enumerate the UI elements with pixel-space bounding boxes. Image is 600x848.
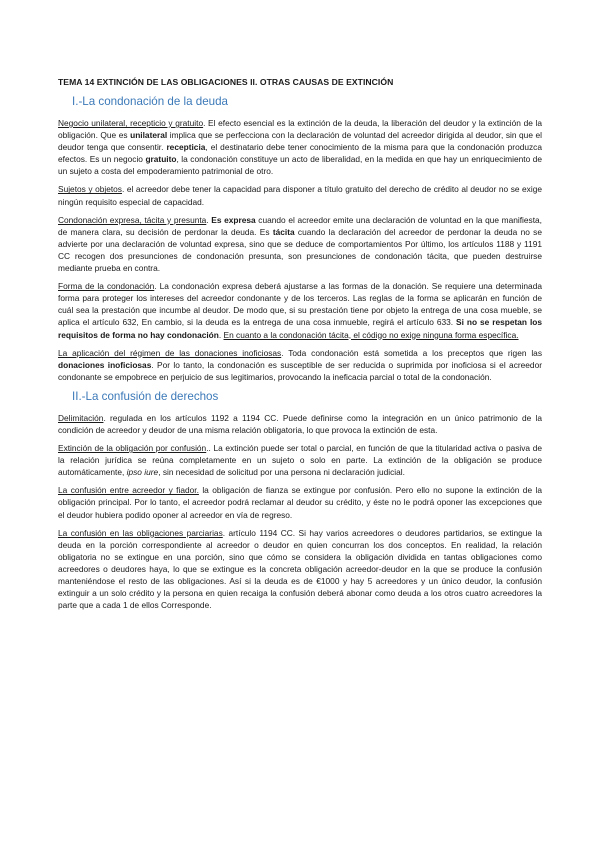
paragraph-text: la obligación de fianza se extingue por confusión. Pero ello no supone la extinción de la obligación principal. Por lo tanto, el acreedor podrá reclamar al deudor su crédito, y éste no le podrá oponer las excepciones que el deudor hubiera podido oponer al acreedor en vía de regreso. (58, 485, 542, 520)
bold-term: tácita (272, 226, 295, 237)
bold-term: donaciones inoficiosas (58, 359, 152, 370)
paragraph-text: . Toda condonación está sometida a los preceptos que rigen las (281, 347, 542, 358)
paragraph-condonacion-expresa (58, 214, 542, 274)
paragraph-label: Negocio unilateral, recepticio y gratuito (58, 118, 204, 128)
paragraph-text: implica que se perfecciona con la declaración de voluntad del acreedor dirigida al deudor, sin que el deudor tenga que consentir. (58, 130, 542, 153)
paragraph-text: . (218, 329, 224, 340)
paragraph-label: Extinción de la obligación por confusión (58, 443, 207, 454)
paragraph-text: . el acreedor debe tener la capacidad para disponer a título gratuito del derecho de crédito al deudor no se exige ningún requisito especial de capacidad. (58, 184, 542, 207)
paragraph-extincion-confusion (58, 442, 542, 478)
paragraph-text: cuando el acreedor emite una declaración de voluntad en la que manifiesta, de manera clara, su decisión de perdonar la deuda. Es (58, 214, 542, 237)
paragraph-text: , la condonación constituye un acto de liberalidad, en la medida en que hay un enriquecimiento de un sujeto a costa del empoderamiento patrimonial de otro. (58, 154, 542, 177)
bold-term: Es expresa (211, 214, 256, 225)
paragraph-label: La confusión en las obligaciones parciarias (58, 527, 223, 538)
paragraph-donaciones-inoficiosas (58, 347, 542, 383)
paragraph-label: Forma de la condonación (58, 281, 155, 292)
paragraph-sujetos-objetos (58, 183, 542, 207)
paragraph-text: , el destinatario debe tener conocimiento de la misma para que la condonación produzca efectos. Es un negocio (58, 142, 542, 165)
underlined-text: En cuanto a la condonación tácita, el código no exige ninguna forma específica. (223, 329, 519, 340)
section-heading-confusion: II.-La confusión de derechos (72, 389, 219, 403)
paragraph-text: . (206, 214, 212, 225)
document-title: TEMA 14 EXTINCIÓN DE LAS OBLIGACIONES II. OTRAS CAUSAS DE EXTINCIÓN (58, 77, 394, 87)
paragraph-label: Sujetos y objetos (58, 184, 122, 195)
paragraph-text: cuando la declaración del acreedor de perdonar la deuda no se advierte por una declaración de voluntad expresa, sino que se deduce de comportamientos Por último, los artículos 1188 y 1191 CC recogen dos presunciones de condonación presunta, son presunciones de condonación tácita, que pueden destruirse mediante prueba en contra. (58, 226, 542, 274)
paragraph-delimitacion (58, 412, 542, 436)
bold-term: unilateral (130, 130, 168, 141)
paragraph-text: .. La extinción puede ser total o parcial, en función de que la titularidad activa o pasiva de la relación jurídica se reúna completamente en un sujeto o solo en parte. La extinción de la obligación se produce automáticamente, (58, 443, 542, 478)
bold-term: recepticia (166, 142, 206, 153)
paragraph-text: . artículo 1194 CC. Si hay varios acreedores o deudores partidarios, se extingue la deuda en la porción correspondiente al acreedor o deudor en quien concurran los dos conceptos. En realidad, la relación obligatoria no se extingue en una porción, sino que cómo se considera la obligación dividida en tantas obligaciones como acreedores o deudores haya, lo que se extingue es la concreta obligación acreedor-deudor en la que se produce la confusión manteniéndose el resto de las obligaciones. Así si la deuda es de €1000 y hay 5 acreedores y un único deudor, la confusión extinguir a un solo crédito y la persona en quien recaiga la confusión deberá abonar como deuda a los otros cuatro acreedores la parte que a cada 1 de ellos Corresponde. (58, 527, 543, 611)
paragraph-text: , sin necesidad de solicitud por una persona ni declaración judicial. (158, 467, 405, 478)
paragraph-text: . regulada en los artículos 1192 a 1194 CC. Puede definirse como la integración en un único patrimonio de la condición de acreedor y deudor de una misma relación obligatoria, lo que provoca la extinción de esta. (58, 412, 542, 435)
section-condonacion (58, 94, 542, 383)
paragraph-text: . El efecto esencial es la extinción de la deuda, la liberación del deudor y la extinción de la obligación. Que es (58, 118, 542, 141)
bold-term: Si no se respetan los requisitos de forma no hay condonación (58, 317, 542, 340)
paragraph-forma-condonacion (58, 280, 542, 340)
paragraph-acreedor-fiador (58, 484, 542, 520)
bold-term: gratuito (145, 154, 177, 165)
italic-term: ipso iure (126, 467, 159, 478)
paragraph-obligaciones-parciarias (58, 527, 542, 612)
paragraph-negocio-unilateral (58, 117, 542, 177)
paragraph-label: Condonación expresa, tácita y presunta (58, 214, 207, 225)
paragraph-text: . La condonación expresa deberá ajustarse a las formas de la donación. Se requiere una determinada forma para proteger los intereses del acreedor condonante y de los terceros. Las reglas de la forma se aplicarán en función de cuál sea la prestación que incumbe al deudor. De modo que, si su prestación tiene por objeto la entrega de una cosa mueble, se aplica el artículo 632, En cambio, si la deuda es la entrega de una cosa inmueble, regirá el artículo 633. (58, 281, 542, 328)
paragraph-label: La aplicación del régimen de las donaciones inoficiosas (58, 347, 282, 358)
section-confusion (58, 389, 542, 611)
paragraph-label: La confusión entre acreedor y fiador. (58, 485, 199, 496)
paragraph-text: . Por lo tanto, la condonación es susceptible de ser reducida o suprimida por inoficiosa si el acreedor condonante se empobrece en perjuicio de sus legitimarios, provocando la ineficacia parcial o total de la condonación. (58, 359, 542, 382)
section-heading-condonacion: I.-La condonación de la deuda (72, 95, 228, 108)
paragraph-label: Delimitación (58, 412, 104, 423)
